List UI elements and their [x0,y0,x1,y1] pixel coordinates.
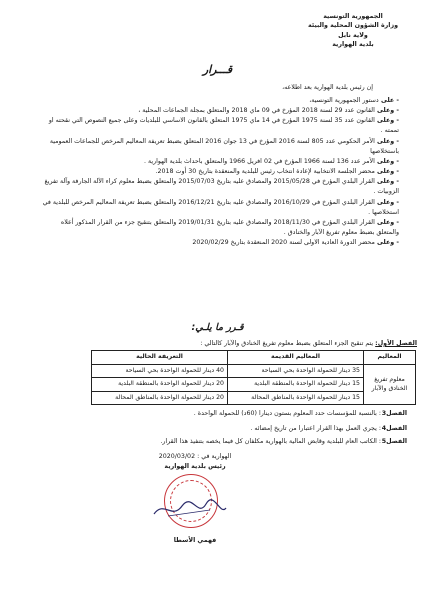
clause-item: - على دستور الجمهورية التونسية، [309,97,399,104]
header-ministry: وزارة الشؤون المحلية والبيئة [308,22,398,30]
article-label: الفصل5 [381,438,407,445]
article-5 [47,438,407,445]
new-rate-cell: 20 دينار للحمولة الواحدة بالمناطق المحالة [92,391,228,405]
old-rate-cell: 15 دينار للحمولة الواحدة بالمناطق المحالة [228,391,364,405]
article-4 [47,425,407,432]
header-municipality: بلدية الهوارية [332,40,374,48]
clause-item: - وعلى محضر الجلسة الانتخابية لإعادة انتخاب رئيس للبلدية والمنعقدة بتاريخ 30 أوت 2018. [155,168,399,176]
fees-table [91,350,416,405]
clause-item: - وعلى القرار البلدي المؤرخ في 2018/11/30 والمصادق عليه بتاريخ 2019/01/31 والمتعلق بتنقيح جزء من القرار المذكور أعلاه والمتعلق بضبط معلوم تفريغ الآبار والخنادق . [60,218,399,237]
table-row [92,364,416,378]
header-country: الجمهورية التونسية [323,13,383,20]
service-cell: معلوم تفريغ الخنادق والآبار [364,364,416,405]
signature-date: الهوارية في : 2020/03/02 [158,453,232,460]
legal-references [39,96,399,248]
new-rate-cell: 40 دينار للحمولة الواحدة بحي السياحة [92,364,228,378]
old-rate-cell: 35 دينار للحمولة الواحدة بحي السياحة [228,364,364,378]
article-label: الفصل3 [381,410,407,417]
article-1 [200,340,417,347]
article-3 [47,410,407,417]
col-header-old: المعاليم القديمة [228,351,364,365]
article-text: : يجري العمل بهذا القرار اعتبارا من تاريخ إمضائه . [250,425,381,432]
clause-item: - وعلى القانون عدد 35 لسنة 1975 المؤرخ في 14 ماي 1975 المتعلق بالقانون الاساسي للبلديات وعلى جميع النصوص التي نقحته او تممته . [48,117,399,135]
decision-subtitle: قـرر ما يلـي: [191,322,244,333]
new-rate-cell: 20 دينار للحمولة الواحدة بالمنطقة البلدية [92,378,228,392]
col-header-new: التعريفة الحالية [92,351,228,365]
clause-item: - وعلى الأمر الحكومي عدد 805 لسنة 2016 المؤرخ في 13 جوان 2016 المتعلق بضبط تعريفة المعاليم المرخص للجماعات العمومية باستخلاصها [49,137,399,155]
article-text: : الكاتب العام للبلدية وقابض المالية بالهوارية مكلفان كل فيما يخصه بتنفيذ هذا القرار. [160,438,381,445]
article-label: الفصل4 [381,425,407,432]
clause-item: - وعلى القانون عدد 29 لسنة 2018 المؤرخ في 09 ماي 2018 والمتعلق بمجلة الجماعات المحلية ، [138,107,399,115]
table-header-row [92,351,416,365]
col-header-fees: المعاليم [364,351,416,365]
signature-block [150,452,240,546]
article-1-text: يتم تنقيح الجزء المتعلق بضبط معلوم تفريغ الخنادق والآبار كالتالي : [200,340,376,347]
clause-item: - وعلى القرار البلدي المؤرخ في 2016/10/29 والمصادق عليه بتاريخ 2016/12/21 والمتعلق بضبط تعريفة المعاليم المرخص للبلدية في استخلاصها . [42,198,399,216]
signatory-name: فهمي الأسطا [173,537,217,544]
article-1-label: الفصل الأول: [375,340,417,347]
clause-item: - وعلى الأمر عدد 136 لسنة 1966 المؤرخ في 02 افريل 1966 والمتعلق باحداث بلدية الهوارية . [143,157,399,165]
article-text: : بالنسبة للمؤسسات حدد المعلوم بستون دينارا (60د) للحمولة الواحدة . [193,410,381,417]
signature-title: رئيس بلدية الهوارية [164,463,226,470]
clause-item: - وعلى محضر الدورة العادية الاولى لسنة 2020 المنعقدة بتاريخ 2020/02/29 [192,239,399,247]
intro-line: إن رئيس بلدية الهوارية بعد اطلاعه، [282,84,373,91]
old-rate-cell: 15 دينار للحمولة الواحدة بالمنطقة البلدية [228,378,364,392]
official-header [293,12,413,49]
document-title: قـــرار [202,63,233,76]
header-governorate: ولاية نابل [338,31,368,39]
clause-item: - وعلى القرار البلدي المؤرخ في 2015/05/28 والمصادق عليه بتاريخ 2015/07/03 والمتعلق بضبط معلوم كراء الآلة الجارفة وآلة تفريغ الزوبيات . [44,178,399,196]
